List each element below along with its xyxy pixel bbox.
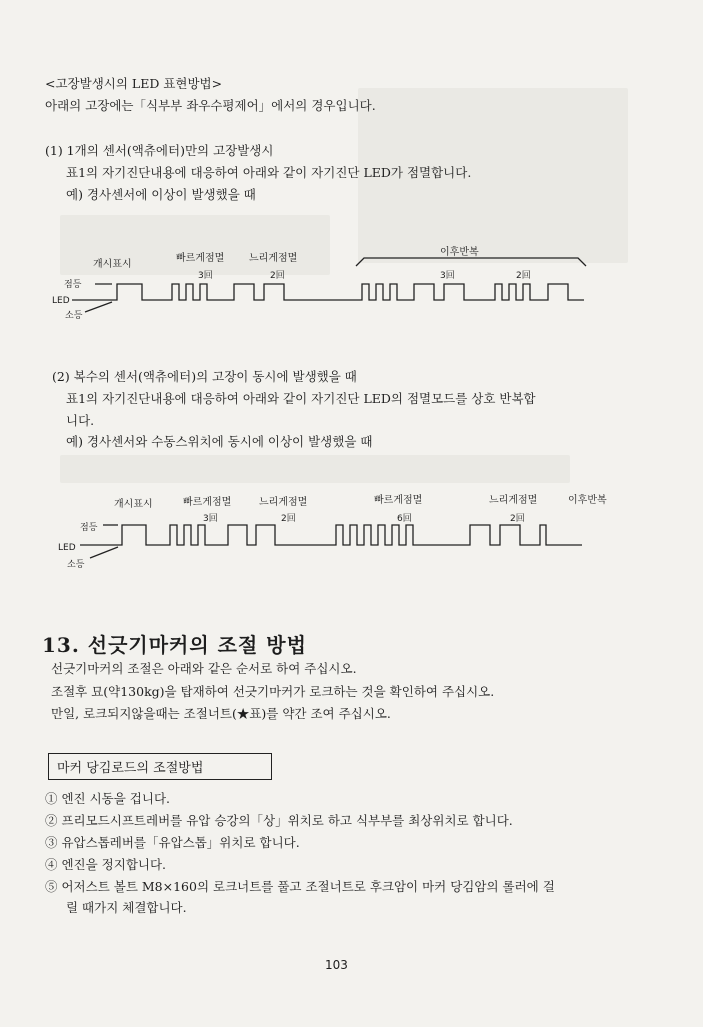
diagram1-label-display: 개시표시 [93,259,132,270]
procedure-box-title: 마커 당김로드의 조절방법 [48,753,272,780]
diagram2-label-repeat: 이후반복 [568,495,607,506]
diagram2-count-fast: 3回 [203,514,218,524]
diagram1-label-led: LED [52,296,70,306]
diagram2-label-led: LED [58,543,76,553]
section13-heading: 13. 선긋기마커의 조절 방법 [42,633,307,657]
procedure-step-5: ⑤ 어저스트 볼트 M8×160의 로크너트를 풀고 조절너트로 후크암이 마커 당김암의 롤러에 걸 [45,879,555,894]
diagram2-label-on: 점등 [80,523,98,533]
procedure-step-1: ① 엔진 시동을 겁니다. [45,791,170,806]
diagram2-label-slow: 느리게점멸 [259,497,308,508]
diagram2-label-fast2: 빠르게점멸 [374,495,423,506]
procedure-step-5-cont: 릴 때가지 체결합니다. [66,900,187,915]
section1-line1: 표1의 자기진단내용에 대응하여 아래와 같이 자기진단 LED가 점멸합니다. [66,165,472,180]
section1-heading: (1) 1개의 센서(액츄에터)만의 고장발생시 [45,143,274,158]
procedure-step-3: ③ 유압스톱레버를「유압스톱」위치로 합니다. [45,835,300,850]
diagram1-label-on: 점등 [64,280,82,290]
diagram2-count-slow: 2回 [281,514,296,524]
diagram1-count-slow: 2回 [270,271,285,281]
bleed-through-shade [60,455,570,483]
procedure-step-2: ② 프리모드시프트레버를 유압 승강의「상」위치로 하고 식부부를 최상위치로 합니다. [45,813,513,828]
diagram2-label-off: 소등 [67,560,85,570]
diagram1-count-fast: 3回 [198,271,213,281]
diagram1-label-slow: 느리게점멸 [249,253,298,264]
diagram1-count-slow-repeat: 2回 [516,271,531,281]
section13-line2: 조절후 묘(약130kg)을 탑재하여 선긋기마커가 로크하는 것을 확인하여 주십시오. [51,684,495,699]
section13-line3: 만일, 로크되지않을때는 조절너트(★표)를 약간 조여 주십시오. [51,706,391,721]
section2-line1: 표1의 자기진단내용에 대응하여 아래와 같이 자기진단 LED의 점멸모드를 상호 반복합 [66,391,536,406]
led-signal-trace-2 [118,525,582,545]
section1-line2: 예) 경사센서에 이상이 발생했을 때 [66,187,256,202]
diagram2-label-fast: 빠르게점멸 [183,497,232,508]
section-title: <고장발생시의 LED 표현방법> [45,76,223,91]
intro-line: 아래의 고장에는「식부부 좌우수평제어」에서의 경우입니다. [45,98,376,113]
diagram1-label-off: 소등 [65,311,83,321]
section2-line1b: 니다. [66,413,95,428]
diagram2-count-slow2: 2回 [510,514,525,524]
diagram2-count-fast2: 6回 [397,514,412,524]
page-number: 103 [325,958,348,972]
diagram1-label-fast: 빠르게점멸 [176,253,225,264]
diagram1-count-fast-repeat: 3回 [440,271,455,281]
section2-heading: (2) 복수의 센서(액츄에터)의 고장이 동시에 발생했을 때 [52,369,357,384]
section2-line2: 예) 경사센서와 수동스위치에 동시에 이상이 발생했을 때 [66,434,373,449]
procedure-step-4: ④ 엔진을 정지합니다. [45,857,167,872]
diagram1-label-repeat: 이후반복 [440,247,479,258]
section13-line1: 선긋기마커의 조절은 아래와 같은 순서로 하여 주십시오. [51,661,357,676]
diagram2-label-slow2: 느리게점멸 [489,495,538,506]
led-signal-trace-1 [112,284,584,300]
diagram2-label-display: 개시표시 [114,499,153,510]
